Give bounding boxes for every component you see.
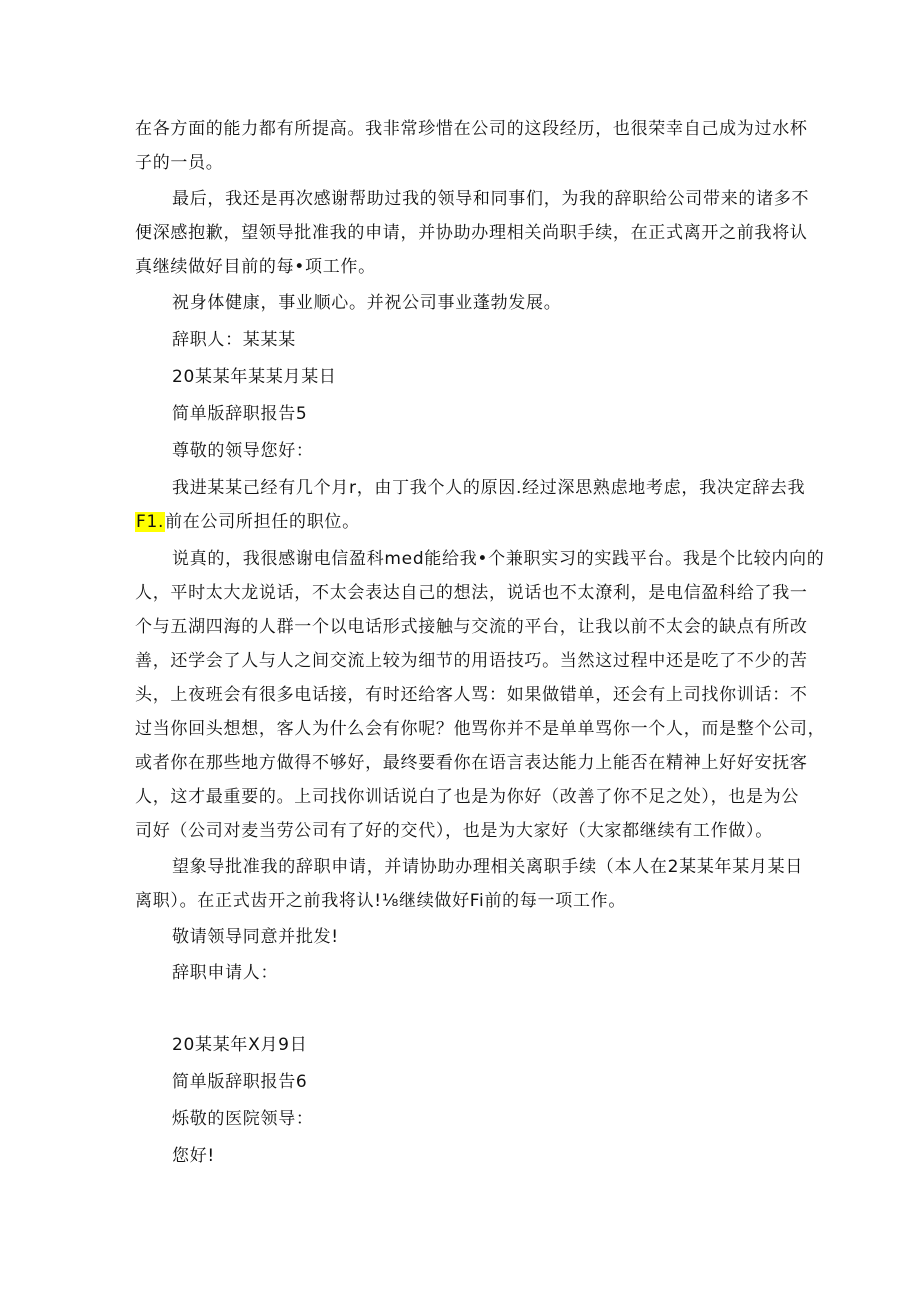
paragraph-experience-line-1: 说真的，我很感谢电信盈科med能给我•个兼职实习的实践平台。我是个比较内向的 — [172, 549, 825, 569]
paragraph-thanks-line-1: 最后，我还是再次感谢帮助过我的领导和同事们，为我的辞职给公司带来的诸多不 — [172, 189, 810, 209]
paragraph-experience-line-8: 人，这才最重要的。上司找你训话说白了也是为你好（改善了你不足之处），也是为公 — [135, 787, 800, 807]
paragraph-thanks-line-2: 便深感抱歉，望领导批准我的申请，并协助办理相关尚职手续，在正式离开之前我将认 — [135, 223, 808, 243]
salutation-2: 烁敬的医院领导： — [172, 1109, 314, 1129]
paragraph-request-line-2: 离职）。在正式齿开之前我将认!⅛继续做好Fi前的每一项工作。 — [135, 891, 627, 911]
date-line-1: 20某某年某某月某日 — [172, 367, 337, 387]
paragraph-decision-line-1: 我进某某己经有几个月r，由丁我个人的原因.经过深思熟虑地考虑，我决定辞去我 — [172, 478, 806, 498]
paragraph-experience-line-3: 个与五湖四海的人群一个以电话形式接触与交流的平台，让我以前不太会的缺点有所改 — [135, 617, 808, 637]
wishes-line: 祝身体健康，事业顺心。并祝公司事业蓬勃发展。 — [172, 293, 562, 313]
paragraph-experience-line-7: 或者你在那些地方做得不够好，最终要看你在语言表达能力上能否在精神上好好安抚客 — [135, 753, 808, 773]
salutation-1: 尊敬的领导您好： — [172, 441, 314, 461]
date-line-2: 20某某年X月9日 — [172, 1035, 308, 1055]
paragraph-request-line-1: 望象导批准我的辞职申请，并请协助办理相关离职手续（本人在2某某年某月某日 — [172, 857, 804, 877]
paragraph-experience-line-9: 司好（公司对麦当劳公司有了好的交代），也是为大家好（大家都继续有工作做）。 — [135, 821, 773, 841]
decision-line-2-text: 前在公司所担任的职位。 — [165, 512, 360, 532]
paragraph-experience-line-5: 头，上夜班会有很多电话接，有时还给客人骂：如果做错单，还会有上司找你训话：不 — [135, 685, 808, 705]
applicant-label: 辞职申请人： — [172, 963, 279, 983]
greeting: 您好! — [172, 1146, 215, 1166]
report-title-6: 简单版辞职报告6 — [172, 1072, 308, 1092]
paragraph-experience-line-6: 过当你回头想想，客人为什么会有你呢？他骂你并不是单单骂你一个人，而是整个公司， — [135, 719, 826, 739]
paragraph-decision-line-2 — [135, 505, 785, 539]
document-body — [135, 112, 826, 1173]
paragraph-thanks-line-3: 真继续做好目前的每•项工作。 — [135, 257, 376, 277]
paragraph-ability-line-1: 在各方面的能力都有所提高。我非常珍惜在公司的这段经历，也很荣幸自己成为过水杯 — [135, 119, 808, 139]
paragraph-ability-line-2: 子的一员。 — [135, 153, 224, 173]
resigner-name: 辞职人：某某某 — [172, 330, 296, 350]
closing-request: 敬请领导同意并批发! — [172, 927, 339, 947]
highlighted-text: F1. — [136, 512, 165, 532]
paragraph-experience-line-4: 善，还学会了人与人之间交流上较为细节的用语技巧。当然这过程中还是吃了不少的苦 — [135, 651, 808, 671]
paragraph-experience-line-2: 人，平时太大龙说话，不太会表达自己的想法，说话也不太潦利，是电信盈科给了我一 — [135, 583, 808, 603]
report-title-5: 简单版辞职报告5 — [172, 404, 308, 424]
